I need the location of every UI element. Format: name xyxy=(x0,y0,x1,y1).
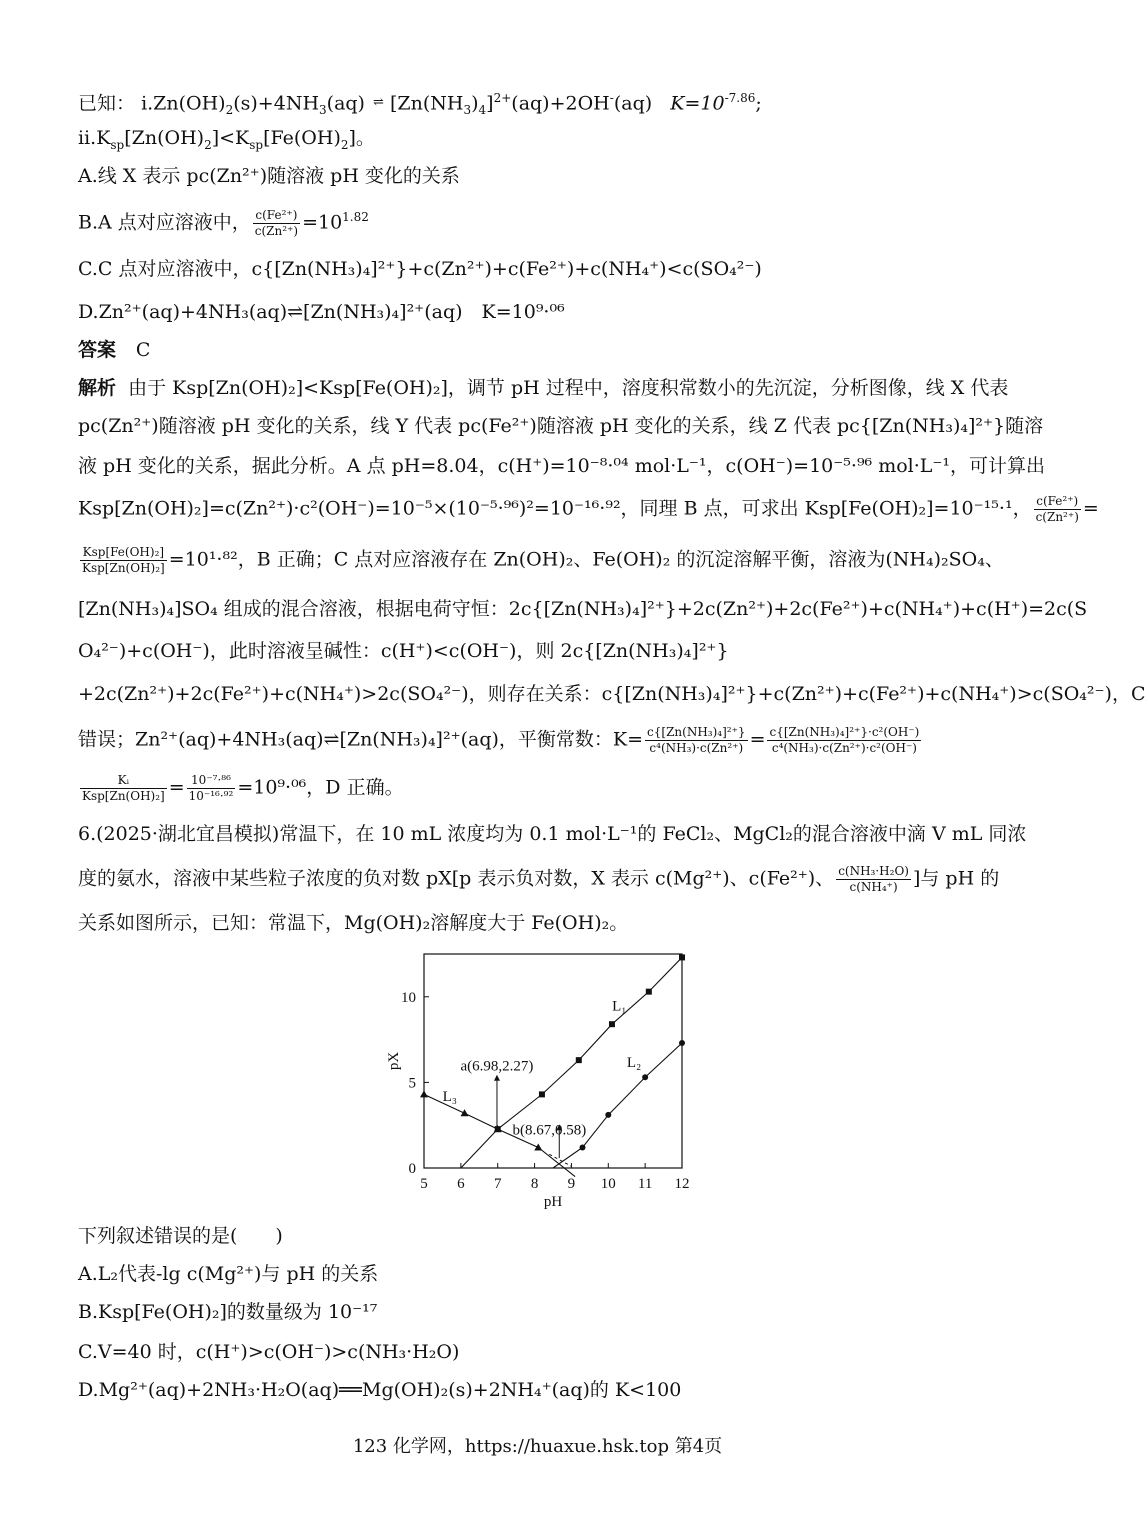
data-point xyxy=(576,1057,582,1063)
known-line-2: $ⅱ.K_{sp}[Zn(OH)_2]<K_{sp}[Fe(OH)_2]$。 xyxy=(78,127,375,152)
analysis-line-3: 液 pH 变化的关系，据此分析。A 点 pH=8.04，c(H⁺)=10⁻⁸·⁰⁴ mol·L⁻¹，c(OH⁻)=10⁻⁵·⁹⁶ mol·L⁻¹，可计算出 xyxy=(78,455,1046,477)
data-point xyxy=(646,989,652,995)
fraction: $\frac{\text{c\{[Zn(NH₃)₄]²⁺\}·c²(OH⁻)}}{\text{c⁴(NH₃)·c(Zn²⁺)·c²(OH⁻)}}$ xyxy=(769,725,920,755)
known-line-1: 已知： $ⅰ.Zn(OH)_2(s)+4NH_3(aq)$ ⇌ $[Zn(NH_3)_4]^{2+}(aq)+2OH^-(aq)$ $K=10^{-7.86}$; xyxy=(78,91,762,118)
analysis-line-2: pc(Zn²⁺)随溶液 pH 变化的关系，线 Y 代表 pc(Fe²⁺)随溶液 pH 变化的关系，线 Z 代表 pc{[Zn(NH₃)₄]²⁺}随溶 xyxy=(78,415,1044,437)
series-label: L₁ xyxy=(612,998,627,1015)
data-point xyxy=(609,1021,615,1027)
option-prev-d: D.Zn²⁺(aq)+4NH₃(aq)⇌[Zn(NH₃)₄]²⁺(aq) K=10⁹·⁰⁶ xyxy=(78,301,565,323)
px-ph-chart xyxy=(380,940,700,1210)
x-axis-label: pH xyxy=(543,1194,563,1210)
series-line-2 xyxy=(553,1043,682,1168)
x-tick-label: 9 xyxy=(567,1176,576,1192)
x-tick-label: 7 xyxy=(493,1176,502,1192)
series-label: L₃ xyxy=(442,1089,458,1106)
fraction: $\frac{\text{c(Fe²⁺)}}{\text{c(Zn²⁺)}}$ xyxy=(254,207,299,238)
data-point xyxy=(534,1143,542,1150)
option-prev-a: A.线 X 表示 pc(Zn²⁺)随溶液 pH 变化的关系 xyxy=(78,165,460,187)
answer: 答案 C xyxy=(78,339,151,361)
series-label: L₂ xyxy=(626,1054,642,1071)
analysis-line-4: Ksp[Zn(OH)₂]=c(Zn²⁺)·c²(OH⁻)=10⁻⁵×(10⁻⁵·⁹⁶)²=10⁻¹⁶·⁹²，同理 B 点，可求出 Ksp[Fe(OH)₂]=10⁻¹⁵·¹， $\frac{\text{c(Fe²⁺)}}{\text{c(Zn²⁺)}}$ = xyxy=(78,494,1099,524)
question6-prompt: 下列叙述错误的是( ) xyxy=(78,1225,283,1247)
option-prev-b: B.A 点对应溶液中， $\frac{\text{c(Fe²⁺)}}{\text{c(Zn²⁺)}}$ $=10^{1.82}$ xyxy=(78,207,369,238)
equilibrium-arrow-icon: ⇌ xyxy=(373,95,382,111)
y-axis-label: pX xyxy=(386,1051,402,1071)
analysis-line-6: [Zn(NH₃)₄]SO₄ 组成的混合溶液，根据电荷守恒：2c{[Zn(NH₃)₄]²⁺}+2c(Zn²⁺)+2c(Fe²⁺)+c(NH₄⁺)+c(H⁺)=2c(S xyxy=(78,598,1088,620)
y-tick-label: 5 xyxy=(408,1075,416,1092)
fraction: $\frac{\text{c(NH₃·H₂O)}}{\text{c(NH₄⁺)}}$ xyxy=(838,864,909,894)
page-footer: 123 化学网，https://huaxue.hsk.top 第4页 xyxy=(352,1436,723,1457)
analysis-line-8: +2c(Zn²⁺)+2c(Fe²⁺)+c(NH₄⁺)>2c(SO₄²⁻)，则存在关系：c{[Zn(NH₃)₄]²⁺}+c(Zn²⁺)+c(Fe²⁺)+c(NH₄⁺)>c(SO₄²⁻)，C xyxy=(78,683,1146,705)
analysis-line-9: 错误；Zn²⁺(aq)+4NH₃(aq)⇌[Zn(NH₃)₄]²⁺(aq)，平衡常数：K= $\frac{\text{c\{[Zn(NH₃)₄]²⁺\}}}{\text{c⁴(NH₃)·c(Zn²⁺)}}$ = $\frac{\text{c\{[Zn(NH₃)₄]²⁺\}·c²(OH⁻)}}{\text{c⁴(NH₃)·c(Zn²⁺)·c²(OH⁻)}}$ xyxy=(78,725,920,755)
fraction: $\frac{\text{c\{[Zn(NH₃)₄]²⁺\}}}{\text{c⁴(NH₃)·c(Zn²⁺)}}$ xyxy=(647,725,746,755)
data-point xyxy=(642,1074,648,1080)
fraction: $\frac{\text{c(Fe²⁺)}}{\text{c(Zn²⁺)}}$ xyxy=(1035,494,1079,524)
annotation-b: b(8.67,0.58) xyxy=(512,1122,587,1139)
annotation-a: a(6.98,2.27) xyxy=(460,1058,534,1075)
data-point xyxy=(461,1109,469,1116)
question6-option-b: B.Ksp[Fe(OH)₂]的数量级为 10⁻¹⁷ xyxy=(78,1301,378,1323)
arrowhead xyxy=(494,1075,500,1081)
question6-option-d: D.Mg²⁺(aq)+2NH₃·H₂O(aq)══Mg(OH)₂(s)+2NH₄⁺(aq)的 K<100 xyxy=(78,1379,682,1401)
option-prev-c: C.C 点对应溶液中，c{[Zn(NH₃)₄]²⁺}+c(Zn²⁺)+c(Fe²⁺)+c(NH₄⁺)<c(SO₄²⁻) xyxy=(78,258,762,280)
y-tick-label: 0 xyxy=(408,1161,416,1177)
question6-option-c: C.V=40 时，c(H⁺)>c(OH⁻)>c(NH₃·H₂O) xyxy=(78,1341,460,1363)
question6-line-1: 6.(2025·湖北宜昌模拟)常温下，在 10 mL 浓度均为 0.1 mol·L⁻¹的 FeCl₂、MgCl₂的混合溶液中滴 V mL 同浓 xyxy=(78,823,1027,845)
analysis-line-7: O₄²⁻)+c(OH⁻)，此时溶液呈碱性：c(H⁺)<c(OH⁻)，则 2c{[Zn(NH₃)₄]²⁺} xyxy=(78,640,729,662)
x-tick-label: 11 xyxy=(637,1176,653,1192)
x-tick-label: 5 xyxy=(420,1176,428,1192)
analysis-line-10: $\frac{\text{Kᵢ}}{\text{Ksp[Zn(OH)₂]}}$ = $\frac{\text{10⁻⁷·⁸⁶}}{\text{10⁻¹⁶·⁹²}}$ =10⁹·⁰⁶，D 正确。 xyxy=(82,773,404,803)
question6-line-2: 度的氨水，溶液中某些粒子浓度的负对数 pX[p 表示负对数，X 表示 c(Mg²⁺)、c(Fe²⁺)、 $\frac{\text{c(NH₃·H₂O)}}{\text{c(NH₄⁺)}}$ ]与 pH 的 xyxy=(78,864,1000,894)
x-tick-label: 6 xyxy=(457,1176,465,1192)
data-point xyxy=(605,1112,611,1118)
data-point xyxy=(679,954,685,960)
analysis-line-5: $\frac{\text{Ksp[Fe(OH)₂]}}{\text{Ksp[Zn(OH)₂]}}$ =10¹·⁸²，B 正确；C 点对应溶液存在 Zn(OH)₂、Fe(OH)₂ 的沉淀溶解平衡，溶液为(NH₄)₂SO₄、 xyxy=(82,545,1004,575)
x-tick-label: 8 xyxy=(530,1176,539,1192)
analysis-line-1: 解析 由于 Ksp[Zn(OH)₂]<Ksp[Fe(OH)₂]，调节 pH 过程中，溶度积常数小的先沉淀，分析图像，线 X 代表 xyxy=(78,377,1009,399)
data-point xyxy=(679,1040,685,1046)
fraction: $\frac{\text{Kᵢ}}{\text{Ksp[Zn(OH)₂]}}$ xyxy=(82,773,165,803)
y-tick-label: 10 xyxy=(401,989,416,1006)
x-tick-label: 10 xyxy=(600,1176,616,1192)
fraction: $\frac{\text{10⁻⁷·⁸⁶}}{\text{10⁻¹⁶·⁹²}}$ xyxy=(188,773,234,803)
data-point xyxy=(579,1144,585,1150)
data-point xyxy=(539,1091,545,1097)
fraction: $\frac{\text{Ksp[Fe(OH)₂]}}{\text{Ksp[Zn(OH)₂]}}$ xyxy=(82,545,165,575)
x-tick-label: 12 xyxy=(674,1176,690,1192)
data-point xyxy=(420,1090,428,1097)
question6-line-3: 关系如图所示，已知：常温下，Mg(OH)₂溶解度大于 Fe(OH)₂。 xyxy=(78,912,629,934)
question6-option-a: A.L₂代表-lg c(Mg²⁺)与 pH 的关系 xyxy=(78,1263,379,1285)
